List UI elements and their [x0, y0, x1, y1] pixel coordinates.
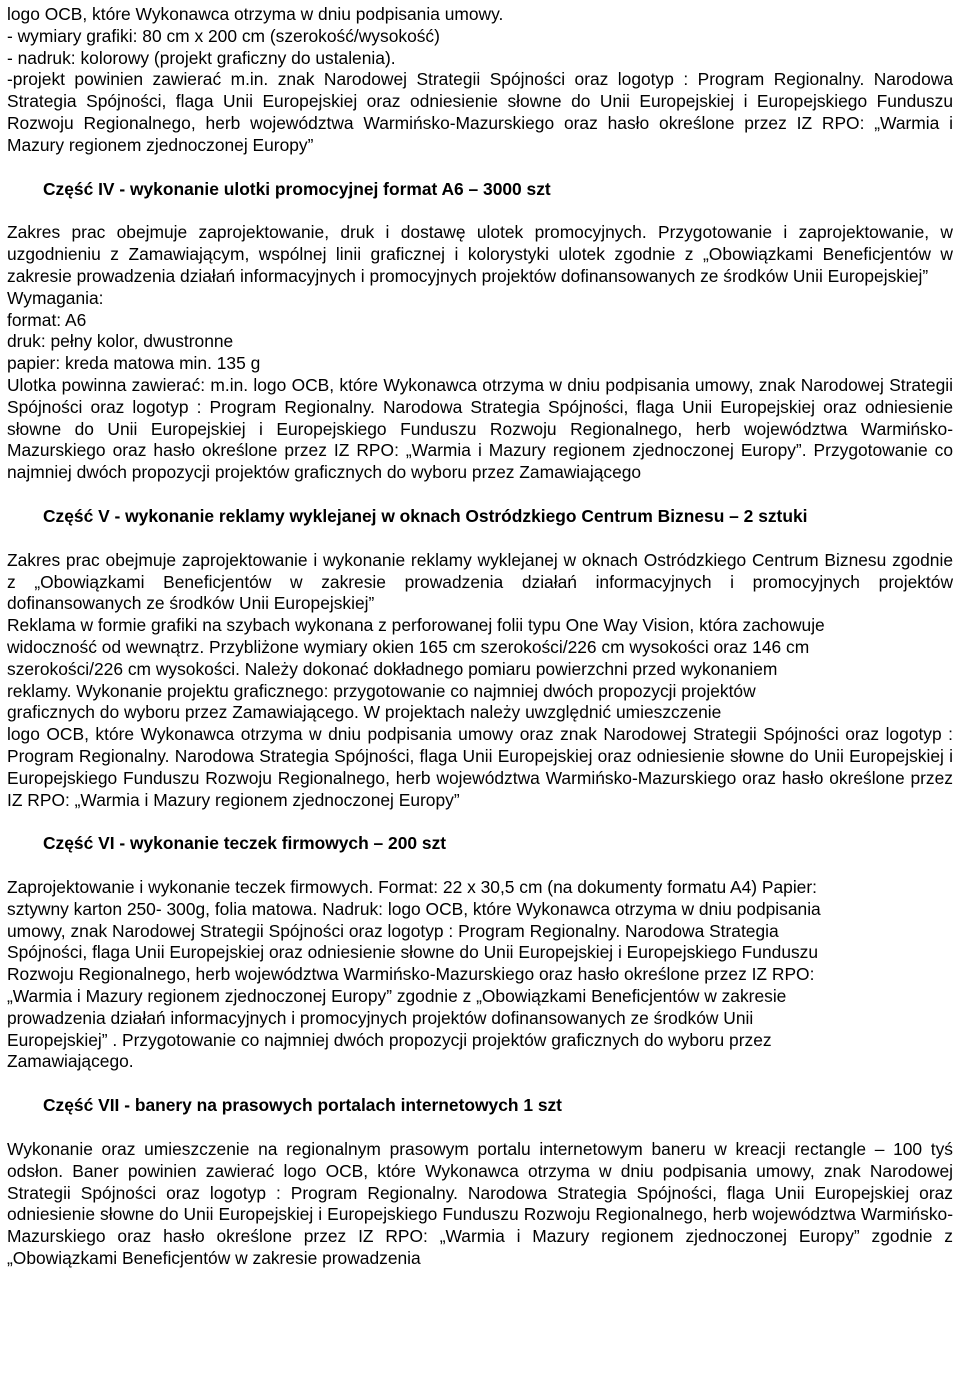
document-page [7, 4, 953, 1270]
part-6-line: Zamawiającego. [7, 1051, 134, 1072]
part-6-line: „Warmia i Mazury regionem zjednoczonej Europy” zgodnie z „Obowiązkami Beneficjentów w zakresie [7, 986, 787, 1007]
part-5-section [7, 506, 953, 811]
part-5-line: graficznych do wyboru przez Zamawiającego. W projektach należy uwzględnić umieszczenie [7, 702, 722, 723]
part-4-section [7, 179, 953, 484]
part-4-scope: Zakres prac obejmuje zaprojektowanie, druk i dostawę ulotek promocyjnych. Przygotowanie i zaprojektowanie, w uzgodnieniu z Zamawiającym, wspólnej linii graficznej i kolorystyki ulotek zgodnie z „Obowiązkami Beneficjentów w zakresie prowadzenia działań informacyjnych i promocyjnych projektów dofinansowanych ze środków Unii Europejskiej” [7, 222, 953, 286]
part-6-line: Europejskiej” . Przygotowanie co najmniej dwóch propozycji projektów graficznych do wyboru przez [7, 1029, 772, 1050]
intro-line-print: - nadruk: kolorowy (projekt graficzny do ustalenia). [7, 47, 396, 68]
part-7-heading: Część VII - banery na prasowych portalach internetowych 1 szt [43, 1095, 562, 1116]
part-5-scope: Zakres prac obejmuje zaprojektowanie i wykonanie reklamy wyklejanej w oknach Ostródzkiego Centrum Biznesu zgodnie z „Obowiązkami Beneficjentów w zakresie prowadzenia działań informacyjnych i promocyjnych projektów dofinansowanych ze środków Unii Europejskiej” [7, 549, 953, 614]
part-7-section [7, 1095, 953, 1270]
intro-paragraph: -projekt powinien zawierać m.in. znak Narodowej Strategii Spójności oraz logotyp : Program Regionalny. Narodowa Strategia Spójności, flaga Unii Europejskiej oraz odniesienie słowne do Unii Europejskiej i Europejskiego Funduszu Rozwoju Regionalnego, herb województwa Warmińsko-Mazurskiego oraz hasło określone przez IZ RPO: „Warmia i Mazury regionem zjednoczonej Europy” [7, 69, 953, 155]
part-7-content: Wykonanie oraz umieszczenie na regionalnym prasowym portalu internetowym baneru w kreacji rectangle – 100 tyś odsłon. Baner powinien zawierać logo OCB, które Wykonawca otrzyma w dniu podpisania umowy, znak Narodowej Strategii Spójności oraz logotyp : Program Regionalny. Narodowa Strategia Spójności, flaga Unii Europejskiej oraz odniesienie słowne do Unii Europejskiej i Europejskiego Funduszu Rozwoju Regionalnego, herb województwa Warmińsko-Mazurskiego oraz hasło określone przez IZ RPO: „Warmia i Mazury regionem zjednoczonej Europy” zgodnie z „Obowiązkami Beneficjentów w zakresie prowadzenia [7, 1139, 953, 1269]
part-5-content: logo OCB, które Wykonawca otrzyma w dniu podpisania umowy oraz znak Narodowej Strategii Spójności oraz logotyp : Program Regionalny. Narodowa Strategia Spójności, flaga Unii Europejskiej oraz odniesienie słowne do Unii Europejskiej i Europejskiego Funduszu Rozwoju Regionalnego, herb województwa Warmińsko-Mazurskiego oraz hasło określone przez IZ RPO: „Warmia i Mazury regionem zjednoczonej Europy” [7, 724, 953, 810]
part-4-paper: papier: kreda matowa min. 135 g [7, 353, 261, 374]
part-4-heading: Część IV - wykonanie ulotki promocyjnej format A6 – 3000 szt [43, 178, 551, 199]
part-6-line: sztywny karton 250- 300g, folia matowa. Nadruk: logo OCB, które Wykonawca otrzyma w dniu podpisania [7, 898, 821, 919]
part-6-line: Spójności, flaga Unii Europejskiej oraz odniesienie słowne do Unii Europejskiej i Europejskiego Funduszu [7, 942, 819, 963]
part-4-print: druk: pełny kolor, dwustronne [7, 331, 234, 352]
part-5-line: Reklama w formie grafiki na szybach wykonana z perforowanej folii typu One Way Vision, która zachowuje [7, 615, 825, 636]
part-6-line: Rozwoju Regionalnego, herb województwa Warmińsko-Mazurskiego oraz hasło określone przez IZ RPO: [7, 964, 815, 985]
part-6-section [7, 833, 953, 1073]
part-6-heading: Część VI - wykonanie teczek firmowych – 200 szt [43, 833, 447, 854]
part-5-line: widoczność od wewnątrz. Przybliżone wymiary okien 165 cm szerokości/226 cm wysokości oraz 146 cm [7, 636, 810, 657]
part-6-line: Zaprojektowanie i wykonanie teczek firmowych. Format: 22 x 30,5 cm (na dokumenty formatu A4) Papier: [7, 877, 817, 898]
intro-section [7, 4, 953, 157]
part-6-line: umowy, znak Narodowej Strategii Spójności oraz logotyp : Program Regionalny. Narodowa Strategia [7, 920, 779, 941]
part-5-heading: Część V - wykonanie reklamy wyklejanej w oknach Ostródzkiego Centrum Biznesu – 2 sztuki [43, 505, 808, 526]
part-4-content: Ulotka powinna zawierać: m.in. logo OCB, które Wykonawca otrzyma w dniu podpisania umowy, znak Narodowej Strategii Spójności oraz logotyp : Program Regionalny. Narodowa Strategia Spójności, flaga Unii Europejskiej oraz odniesienie słowne do Unii Europejskiej i Europejskiego Funduszu Rozwoju Regionalnego, herb województwa Warmińsko-Mazurskiego oraz hasło określone przez IZ RPO: „Warmia i Mazury regionem zjednoczonej Europy”. Przygotowanie co najmniej dwóch propozycji projektów graficznych do wyboru przez Zamawiającego [7, 374, 953, 483]
intro-line-logo: logo OCB, które Wykonawca otrzyma w dniu podpisania umowy. [7, 4, 504, 24]
part-4-requirements-label: Wymagania: [7, 287, 104, 308]
part-4-format: format: A6 [7, 309, 87, 330]
part-5-line: szerokości/226 cm wysokości. Należy dokonać dokładnego pomiaru powierzchni przed wykonaniem [7, 658, 778, 679]
part-5-line: reklamy. Wykonanie projektu graficznego: przygotowanie co najmniej dwóch propozycji projektów [7, 680, 756, 701]
part-6-line: prowadzenia działań informacyjnych i promocyjnych projektów dofinansowanych ze środków Unii [7, 1007, 754, 1028]
intro-line-dimensions: - wymiary grafiki: 80 cm x 200 cm (szerokość/wysokość) [7, 25, 440, 46]
